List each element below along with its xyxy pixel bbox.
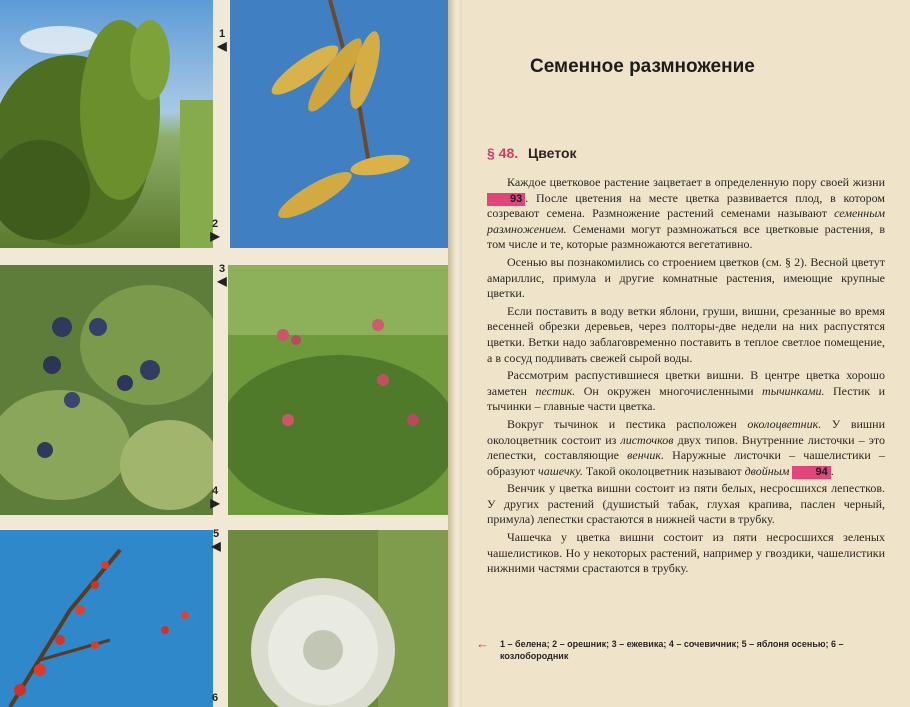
section-heading [487, 145, 577, 161]
photo-kozloborodnik [228, 530, 453, 707]
marker-1 [214, 28, 230, 52]
section-number: § 48. [487, 145, 519, 161]
paragraph: Чашечка у цветка вишни состоит из пяти несросшихся зеленых чашелистиков. Но у некоторых растений, например у гвоздики, чашелистики нижними частями срастаются в трубку. [487, 530, 885, 576]
right-page [462, 0, 910, 707]
term: листочков [620, 432, 674, 447]
paragraph: Если поставить в воду ветки яблони, груши, вишни, срезанные во время весенней обрезки деревьев, через полторы-две недели на них распустятся цветки. Ветки надо заблаговременно поставить в теплое светлое помещение, а в сосуд подливать свежей сырой воды. [487, 303, 885, 365]
marker-4 [207, 485, 223, 509]
paragraph: Венчик у цветка вишни состоит из пяти белых, несросшихся лепестков. У других растений (душистый табак, глухая крапива, паслен черный, примула) лепестки срастаются в нижней части в трубку. [487, 481, 885, 527]
marker-number: 6 [211, 692, 219, 704]
left-arrow-icon: ◀ [217, 274, 227, 288]
paragraph: Осенью вы познакомились со строением цветков (см. § 2). Весной цветут амариллис, примула и другие комнатные растения, имеющие крупные цветки. [487, 254, 885, 301]
term: тычинками. [762, 383, 825, 398]
marker-number: 5 [212, 528, 220, 540]
marker-3 [214, 263, 230, 287]
section-title: Цветок [528, 145, 577, 161]
left-arrow-icon: ◀ [211, 539, 221, 553]
figure-caption [476, 636, 880, 662]
right-arrow-icon: ▶ [210, 229, 220, 243]
right-arrow-icon: ▶ [210, 496, 220, 510]
marker-2 [207, 218, 223, 242]
marker-number: 2 [211, 218, 219, 230]
caption-arrow-icon: ← [476, 636, 489, 651]
term: пестик. [535, 383, 576, 398]
marker-number: 4 [211, 485, 219, 497]
figure-reference: 94 [792, 466, 830, 479]
term: венчик. [627, 448, 664, 463]
photo-yablonya [0, 530, 213, 707]
book-gutter [448, 0, 462, 707]
photo-belena [0, 0, 213, 248]
chapter-title: Семенное размножение [530, 56, 755, 77]
term: чашечку. [537, 463, 583, 478]
left-arrow-icon: ◀ [217, 39, 227, 53]
paragraph: Каждое цветковое растение зацветает в определенную пору своей жизни 93 . После цветения на месте цветка развивается плод, в котором созревают семена. Размножение растений семенами называют семенным размножением. Семенами могут размножаться все цветковые растения, в том числе и те, которые размножаются вегетативно. [487, 175, 885, 252]
paragraph: Вокруг тычинок и пестика расположен околоцветник. У вишни околоцветник состоит из листочков двух типов. Внутренние листочки – это лепестки, составляющие венчик. Наружные листочки – чашелистики – образуют чашечку. Такой околоцветник называют двойным 94 . [487, 416, 885, 478]
term: двойным [744, 463, 790, 478]
figure-reference: 93 [487, 193, 525, 206]
marker-number: 3 [218, 263, 226, 275]
photo-oreshnik [230, 0, 453, 248]
marker-6 [207, 692, 223, 704]
caption-text: 1 – белена; 2 – орешник; 3 – ежевика; 4 – сочевичник; 5 – яблоня осенью; 6 – козлобородник [500, 639, 844, 661]
marker-5 [208, 528, 224, 552]
photo-ezhevika [0, 265, 213, 515]
section-body [487, 175, 885, 579]
photo-sochevichnik [228, 265, 453, 515]
term: семенным размножением. [487, 206, 885, 236]
term: околоцветник. [747, 416, 822, 431]
marker-number: 1 [218, 28, 226, 40]
paragraph: Рассмотрим распустившиеся цветки вишни. В центре цветка хорошо заметен пестик. Он окружен многочисленными тычинками. Пестик и тычинки – главные части цветка. [487, 368, 885, 414]
